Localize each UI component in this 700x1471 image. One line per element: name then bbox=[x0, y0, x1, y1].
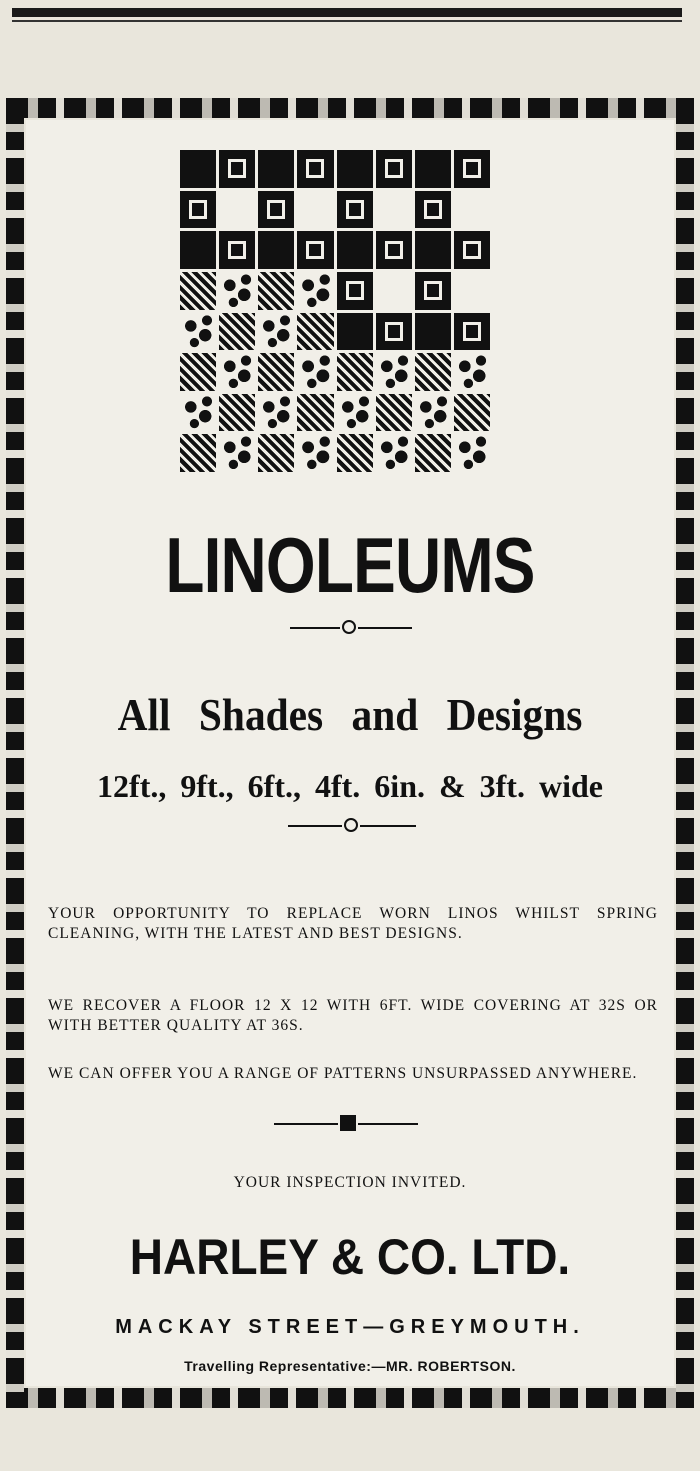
pattern-tile bbox=[376, 150, 412, 188]
pattern-tile bbox=[415, 434, 451, 472]
pattern-tile bbox=[415, 272, 451, 310]
pattern-tile bbox=[376, 434, 412, 472]
ornament-dot bbox=[342, 620, 356, 634]
pattern-tile bbox=[180, 313, 216, 351]
pattern-tile bbox=[454, 272, 490, 310]
pattern-tile bbox=[337, 394, 373, 432]
pattern-tile bbox=[297, 394, 333, 432]
widths-line: 12ft., 9ft., 6ft., 4ft. 6in. & 3ft. wide bbox=[97, 768, 603, 804]
ornament-line bbox=[358, 1123, 418, 1125]
ornament-line bbox=[290, 627, 340, 629]
pattern-tile bbox=[219, 231, 255, 269]
ornament-square bbox=[340, 1115, 356, 1131]
border-right bbox=[676, 98, 694, 1408]
pattern-tile bbox=[180, 394, 216, 432]
pattern-tile bbox=[415, 394, 451, 432]
pattern-tile bbox=[219, 353, 255, 391]
pattern-tile bbox=[376, 272, 412, 310]
pattern-tile bbox=[454, 353, 490, 391]
pattern-tile bbox=[219, 313, 255, 351]
pattern-tile bbox=[297, 231, 333, 269]
pattern-tile bbox=[337, 150, 373, 188]
ornament-divider bbox=[26, 816, 674, 836]
pattern-tile bbox=[297, 272, 333, 310]
pattern-tile bbox=[337, 272, 373, 310]
body-paragraph: WE RECOVER A FLOOR 12 X 12 WITH 6FT. WIDE COVERING AT 32S OR WITH BETTER QUALITY AT 36S. bbox=[48, 997, 658, 1034]
pattern-tile bbox=[219, 191, 255, 229]
pattern-tile bbox=[180, 231, 216, 269]
subheadline: All Shades and Designs bbox=[117, 689, 583, 740]
ornament-line bbox=[360, 825, 416, 827]
pattern-tile bbox=[297, 150, 333, 188]
pattern-tile bbox=[376, 394, 412, 432]
body-paragraph: WE CAN OFFER YOU A RANGE OF PATTERNS UNSURPASSED ANYWHERE. bbox=[48, 1065, 638, 1082]
linoleum-pattern-illustration bbox=[180, 150, 490, 472]
pattern-tile bbox=[415, 231, 451, 269]
pattern-tile bbox=[219, 150, 255, 188]
pattern-tile bbox=[219, 434, 255, 472]
pattern-tile bbox=[258, 231, 294, 269]
pattern-tile bbox=[297, 313, 333, 351]
pattern-tile bbox=[454, 313, 490, 351]
pattern-tile bbox=[415, 191, 451, 229]
top-rule bbox=[12, 8, 682, 17]
pattern-tile bbox=[219, 394, 255, 432]
company-address: MACKAY STREET—GREYMOUTH. bbox=[115, 1316, 585, 1338]
advert-body bbox=[26, 120, 674, 1386]
pattern-tile bbox=[258, 353, 294, 391]
ornament-divider bbox=[26, 618, 674, 638]
ornament-divider bbox=[26, 1114, 674, 1134]
pattern-tile bbox=[415, 313, 451, 351]
ornament-line bbox=[274, 1123, 338, 1125]
pattern-tile bbox=[337, 353, 373, 391]
pattern-tile bbox=[258, 150, 294, 188]
pattern-tile bbox=[258, 272, 294, 310]
border-bottom bbox=[6, 1388, 694, 1408]
pattern-tile bbox=[258, 434, 294, 472]
company-name: HARLEY & CO. LTD. bbox=[129, 1229, 571, 1285]
top-rule-thin bbox=[12, 20, 682, 22]
pattern-tile bbox=[180, 272, 216, 310]
ornament-line bbox=[288, 825, 342, 827]
inspection-invite: YOUR INSPECTION INVITED. bbox=[233, 1174, 467, 1191]
pattern-tile bbox=[337, 231, 373, 269]
pattern-tile bbox=[454, 150, 490, 188]
pattern-tile bbox=[337, 191, 373, 229]
pattern-tile bbox=[337, 434, 373, 472]
pattern-tile bbox=[180, 150, 216, 188]
body-paragraph: YOUR OPPORTUNITY TO REPLACE WORN LINOS WHILST SPRING CLEANING, WITH THE LATEST AND BEST DESIGNS. bbox=[48, 905, 658, 942]
pattern-tile bbox=[258, 313, 294, 351]
pattern-tile bbox=[219, 272, 255, 310]
pattern-tile bbox=[180, 353, 216, 391]
pattern-tile bbox=[376, 353, 412, 391]
pattern-tile bbox=[258, 191, 294, 229]
pattern-tile bbox=[454, 394, 490, 432]
pattern-tile bbox=[415, 150, 451, 188]
border-top bbox=[6, 98, 694, 118]
pattern-tile bbox=[297, 434, 333, 472]
representative-line: Travelling Representative:—MR. ROBERTSON. bbox=[184, 1358, 516, 1374]
pattern-tile bbox=[297, 191, 333, 229]
ornament-line bbox=[358, 627, 412, 629]
pattern-tile bbox=[376, 231, 412, 269]
pattern-tile bbox=[454, 191, 490, 229]
pattern-tile bbox=[337, 313, 373, 351]
pattern-tile bbox=[376, 191, 412, 229]
pattern-tile bbox=[297, 353, 333, 391]
pattern-tile bbox=[415, 353, 451, 391]
pattern-tile bbox=[454, 231, 490, 269]
pattern-tile bbox=[180, 434, 216, 472]
pattern-tile bbox=[454, 434, 490, 472]
border-left bbox=[6, 98, 24, 1408]
headline: LINOLEUMS bbox=[165, 521, 535, 609]
pattern-tile bbox=[180, 191, 216, 229]
ornament-dot bbox=[344, 818, 358, 832]
pattern-tile bbox=[258, 394, 294, 432]
advert-frame bbox=[6, 98, 694, 1408]
pattern-tile bbox=[376, 313, 412, 351]
